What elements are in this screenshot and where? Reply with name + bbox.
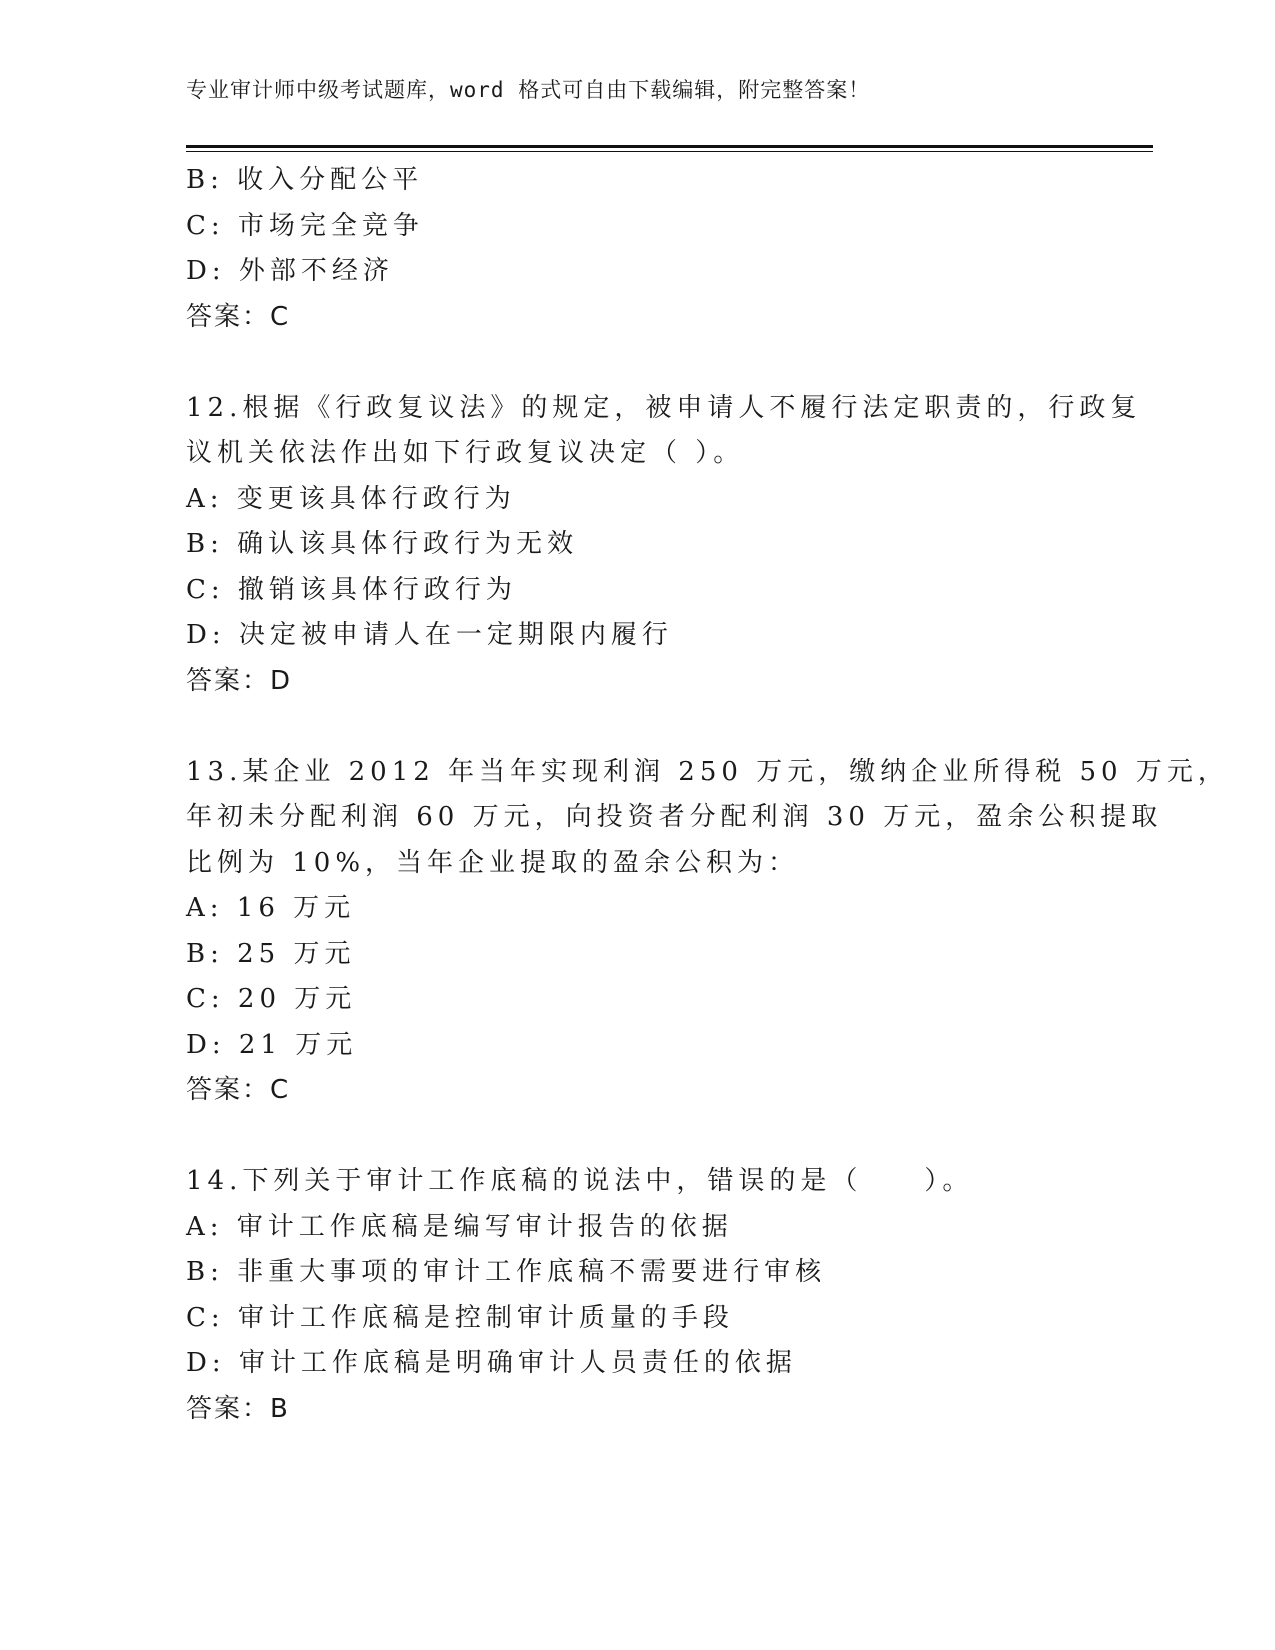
option-c: C: 20 万元 bbox=[186, 984, 357, 1014]
question-13 bbox=[186, 750, 1229, 1114]
spacer bbox=[186, 340, 1086, 386]
question-stem: 比例为 10%，当年企业提取的盈余公积为： bbox=[186, 847, 800, 878]
question-stem: 12.根据《行政复议法》的规定，被申请人不履行法定职责的，行政复 bbox=[186, 392, 1142, 423]
option-b: B: 非重大事项的审计工作底稿不需要进行审核 bbox=[186, 1257, 827, 1287]
answer: 答案：C bbox=[186, 301, 291, 332]
answer: 答案：D bbox=[186, 665, 293, 696]
page-header: 专业审计师中级考试题库，word 格式可自由下载编辑，附完整答案！ bbox=[186, 78, 871, 102]
document-body bbox=[186, 158, 1229, 1432]
option-a: A: 变更该具体行政行为 bbox=[186, 483, 516, 514]
question-stem: 14.下列关于审计工作底稿的说法中，错误的是（ ）。 bbox=[186, 1166, 974, 1196]
option-a: A: 审计工作底稿是编写审计报告的依据 bbox=[186, 1211, 733, 1242]
header-rule-thick bbox=[186, 145, 1153, 148]
option-b: B: 确认该具体行政行为无效 bbox=[186, 529, 579, 559]
answer: 答案：C bbox=[186, 1075, 291, 1105]
question-14 bbox=[186, 1159, 1086, 1432]
option-a: A: 16 万元 bbox=[186, 893, 356, 923]
option-d: D: 外部不经济 bbox=[186, 256, 394, 286]
answer: 答案：B bbox=[186, 1393, 290, 1424]
option-b: B: 25 万元 bbox=[186, 938, 356, 969]
question-stem: 13.某企业 2012 年当年实现利润 250 万元，缴纳企业所得税 50 万元， bbox=[186, 756, 1229, 787]
option-d: D: 审计工作底稿是明确审计人员责任的依据 bbox=[186, 1348, 797, 1378]
option-c: C: 市场完全竞争 bbox=[186, 210, 424, 241]
question-stem: 议机关依法作出如下行政复议决定（ ）。 bbox=[186, 438, 745, 468]
spacer bbox=[186, 1114, 1086, 1160]
spacer bbox=[186, 704, 1086, 750]
option-d: D: 21 万元 bbox=[186, 1029, 358, 1060]
option-c: C: 撤销该具体行政行为 bbox=[186, 574, 517, 605]
header-rule-thin bbox=[186, 151, 1153, 152]
question-11-tail bbox=[186, 158, 1086, 340]
option-d: D: 决定被申请人在一定期限内履行 bbox=[186, 620, 673, 650]
option-b: B: 收入分配公平 bbox=[186, 165, 424, 195]
option-c: C: 审计工作底稿是控制审计质量的手段 bbox=[186, 1302, 734, 1333]
question-stem: 年初未分配利润 60 万元，向投资者分配利润 30 万元，盈余公积提取 bbox=[186, 802, 1163, 832]
question-12 bbox=[186, 386, 1142, 705]
